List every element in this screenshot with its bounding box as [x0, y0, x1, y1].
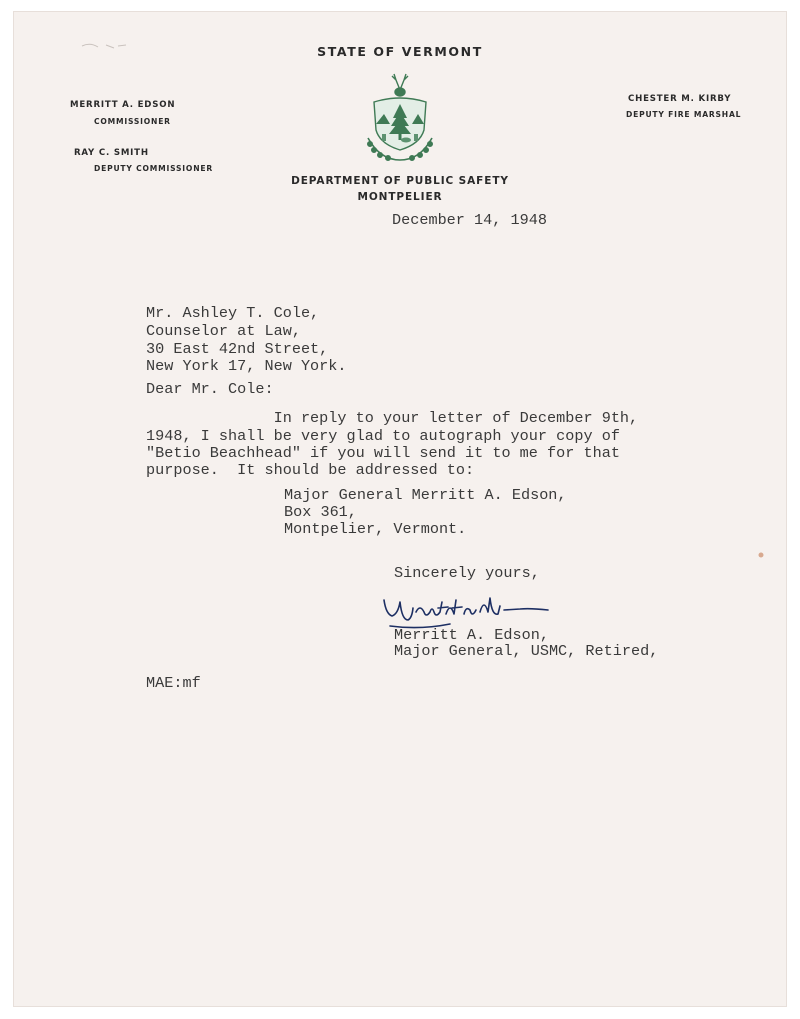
address-line: Montpelier, Vermont.: [284, 520, 467, 538]
recipient-line: Counselor at Law,: [146, 322, 301, 340]
letterhead-city: MONTPELIER: [357, 191, 443, 203]
official-title: COMMISSIONER: [94, 117, 171, 126]
salutation: Dear Mr. Cole:: [146, 380, 274, 398]
ink-spot-icon: [754, 548, 768, 562]
signer-line: Merritt A. Edson,: [394, 626, 549, 644]
body-line: "Betio Beachhead" if you will send it to me for that: [146, 444, 620, 462]
official-title: DEPUTY COMMISSIONER: [94, 164, 213, 173]
address-line: Box 361,: [284, 503, 357, 521]
typist-initials: MAE:mf: [146, 674, 201, 692]
official-name: CHESTER M. KIRBY: [628, 94, 732, 104]
official-name: RAY C. SMITH: [74, 148, 149, 158]
address-line: Major General Merritt A. Edson,: [284, 486, 567, 504]
recipient-line: Mr. Ashley T. Cole,: [146, 304, 320, 322]
signer-line: Major General, USMC, Retired,: [394, 642, 659, 660]
body-line: 1948, I shall be very glad to autograph your copy of: [146, 427, 620, 445]
vermont-state-seal-icon: [360, 68, 440, 168]
letter-date: December 14, 1948: [392, 211, 547, 229]
recipient-line: 30 East 42nd Street,: [146, 340, 329, 358]
body-line: purpose. It should be addressed to:: [146, 461, 475, 479]
letterhead-state: STATE OF VERMONT: [317, 44, 483, 59]
closing: Sincerely yours,: [394, 564, 540, 582]
body-line: In reply to your letter of December 9th,: [146, 409, 639, 427]
recipient-line: New York 17, New York.: [146, 357, 347, 375]
official-name: MERRITT A. EDSON: [70, 100, 176, 110]
official-title: DEPUTY FIRE MARSHAL: [626, 110, 742, 119]
letterhead-department: DEPARTMENT OF PUBLIC SAFETY: [291, 175, 509, 187]
